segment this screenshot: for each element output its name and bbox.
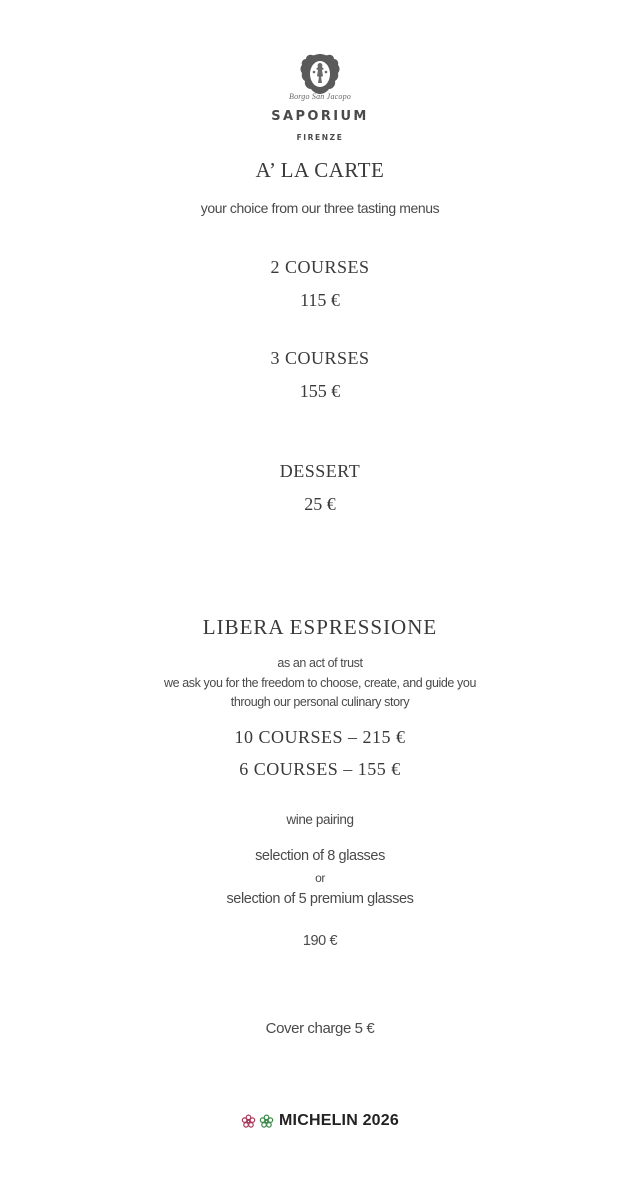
wine-pairing-label: wine pairing xyxy=(286,812,354,827)
two-courses-label: 2 COURSES xyxy=(270,257,370,277)
dessert-label: DESSERT xyxy=(279,461,361,481)
dessert-price: 25 € xyxy=(304,494,336,514)
three-courses-price: 155 € xyxy=(299,381,341,401)
ten-courses-option: 10 COURSES – 215 € xyxy=(234,727,406,747)
libera-espressione-title: LIBERA ESPRESSIONE xyxy=(202,615,438,639)
libera-description-line-1: as an act of trust xyxy=(277,656,363,670)
michelin-label: MICHELIN 2026 xyxy=(279,1112,399,1129)
a-la-carte-title: A’ LA CARTE xyxy=(255,158,385,182)
wine-or-separator: or xyxy=(315,871,325,885)
logo-script-text: Borgo San Jacopo xyxy=(288,92,351,101)
cover-charge: Cover charge 5 € xyxy=(265,1020,375,1037)
three-courses-label: 3 COURSES xyxy=(270,348,370,368)
a-la-carte-subtitle: your choice from our three tasting menus xyxy=(200,200,440,216)
michelin-badge xyxy=(0,1112,640,1130)
wine-option-1: selection of 8 glasses xyxy=(255,848,385,864)
wine-option-2: selection of 5 premium glasses xyxy=(226,891,414,907)
wine-pairing-price: 190 € xyxy=(302,933,338,949)
michelin-flower-icon xyxy=(241,1114,256,1129)
six-courses-option: 6 COURSES – 155 € xyxy=(239,759,401,779)
two-courses-price: 115 € xyxy=(300,290,340,310)
brand-name: SAPORIUM xyxy=(271,109,369,124)
libera-description-line-2: we ask you for the freedom to choose, create, and guide you xyxy=(163,676,477,690)
green-star-icon xyxy=(259,1114,274,1129)
brand-city: FIRENZE xyxy=(296,133,344,142)
ornate-crest-icon xyxy=(298,52,342,96)
libera-description-line-3: through our personal culinary story xyxy=(230,695,410,709)
